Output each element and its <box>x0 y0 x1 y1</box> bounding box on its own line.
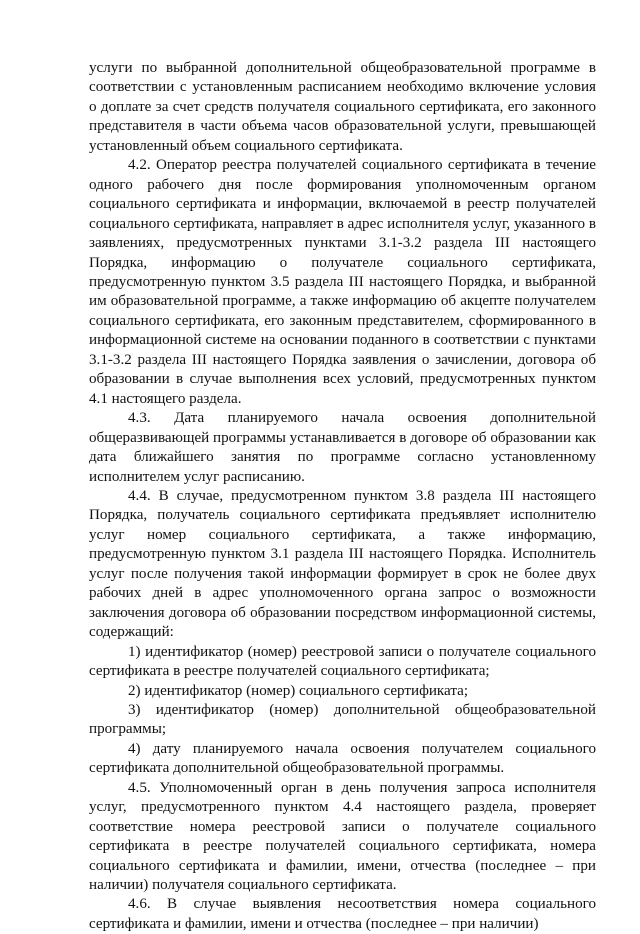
paragraph-4-6: 4.6. В случае выявления несоответствия номера социального сертификата и фамилии, имени и отчества (последнее – при наличии) <box>89 896 596 932</box>
paragraph-4-3: 4.3. Дата планируемого начала освоения дополнительной общеразвивающей программы устанавливается в договоре об образовании как дата ближайшего занятия по программе согласно установленному исполнителем услуг расписанию. <box>89 410 596 485</box>
list-item-4: 4) дату планируемого начала освоения получателем социального сертификата дополнительной общеобразовательной программы. <box>89 740 596 777</box>
paragraph-continuation: услуги по выбранной дополнительной общеобразовательной программе в соответствии с установленным расписанием необходимо включение условия о доплате за счет средств получателя социального сертификата, его законного представителя в части объема часов образовательной услуги, превышающей установленный объем социального сертификата. <box>89 60 596 154</box>
list-item-1: 1) идентификатор (номер) реестровой записи о получателе социального сертификата в реестре получателей социального сертификата; <box>89 643 596 680</box>
paragraph-4-2: 4.2. Оператор реестра получателей социального сертификата в течение одного рабочего дня после формирования уполномоченным органом социального сертификата и информации, включаемой в реестр получателей социального сертификата, направляет в адрес исполнителя услуг, указанного в заявлениях, предусмотренных пунктами 3.1-3.2 раздела III настоящего Порядка, информацию о получателе социального сертификата, предусмотренную пунктом 3.5 раздела III настоящего Порядка, и выбранной им образовательной программе, а также информацию об акцепте получателем социального сертификата, его законным представителем, сформированного в информационной системе на основании поданного в соответствии с пунктами 3.1-3.2 раздела III настоящего Порядка заявления о зачислении, договора об образовании в случае выполнения всех условий, предусмотренных пунктом 4.1 настоящего раздела. <box>89 157 596 407</box>
paragraph-4-4: 4.4. В случае, предусмотренном пунктом 3.8 раздела III настоящего Порядка, получатель социального сертификата предъявляет исполнителю услуг номер социального сертификата, а также информацию, предусмотренную пунктом 3.1 раздела III настоящего Порядка. Исполнитель услуг после получения такой информации формирует в срок не более двух рабочих дней в адрес уполномоченного органа запрос о возможности заключения договора об образовании посредством информационной системы, содержащий: <box>89 487 596 641</box>
list-item-2: 2) идентификатор (номер) социального сертификата; <box>128 682 469 699</box>
list-item-3: 3) идентификатор (номер) дополнительной общеобразовательной программы; <box>89 701 596 738</box>
paragraph-4-5: 4.5. Уполномоченный орган в день получения запроса исполнителя услуг, предусмотренного пунктом 4.4 настоящего раздела, проверяет соответствие номера реестровой записи о получателе социального сертификата в реестре получателей социального сертификата, номера социального сертификата и фамилии, имени, отчества (последнее – при наличии) получателя социального сертификата. <box>89 779 596 894</box>
document-page <box>89 59 596 934</box>
